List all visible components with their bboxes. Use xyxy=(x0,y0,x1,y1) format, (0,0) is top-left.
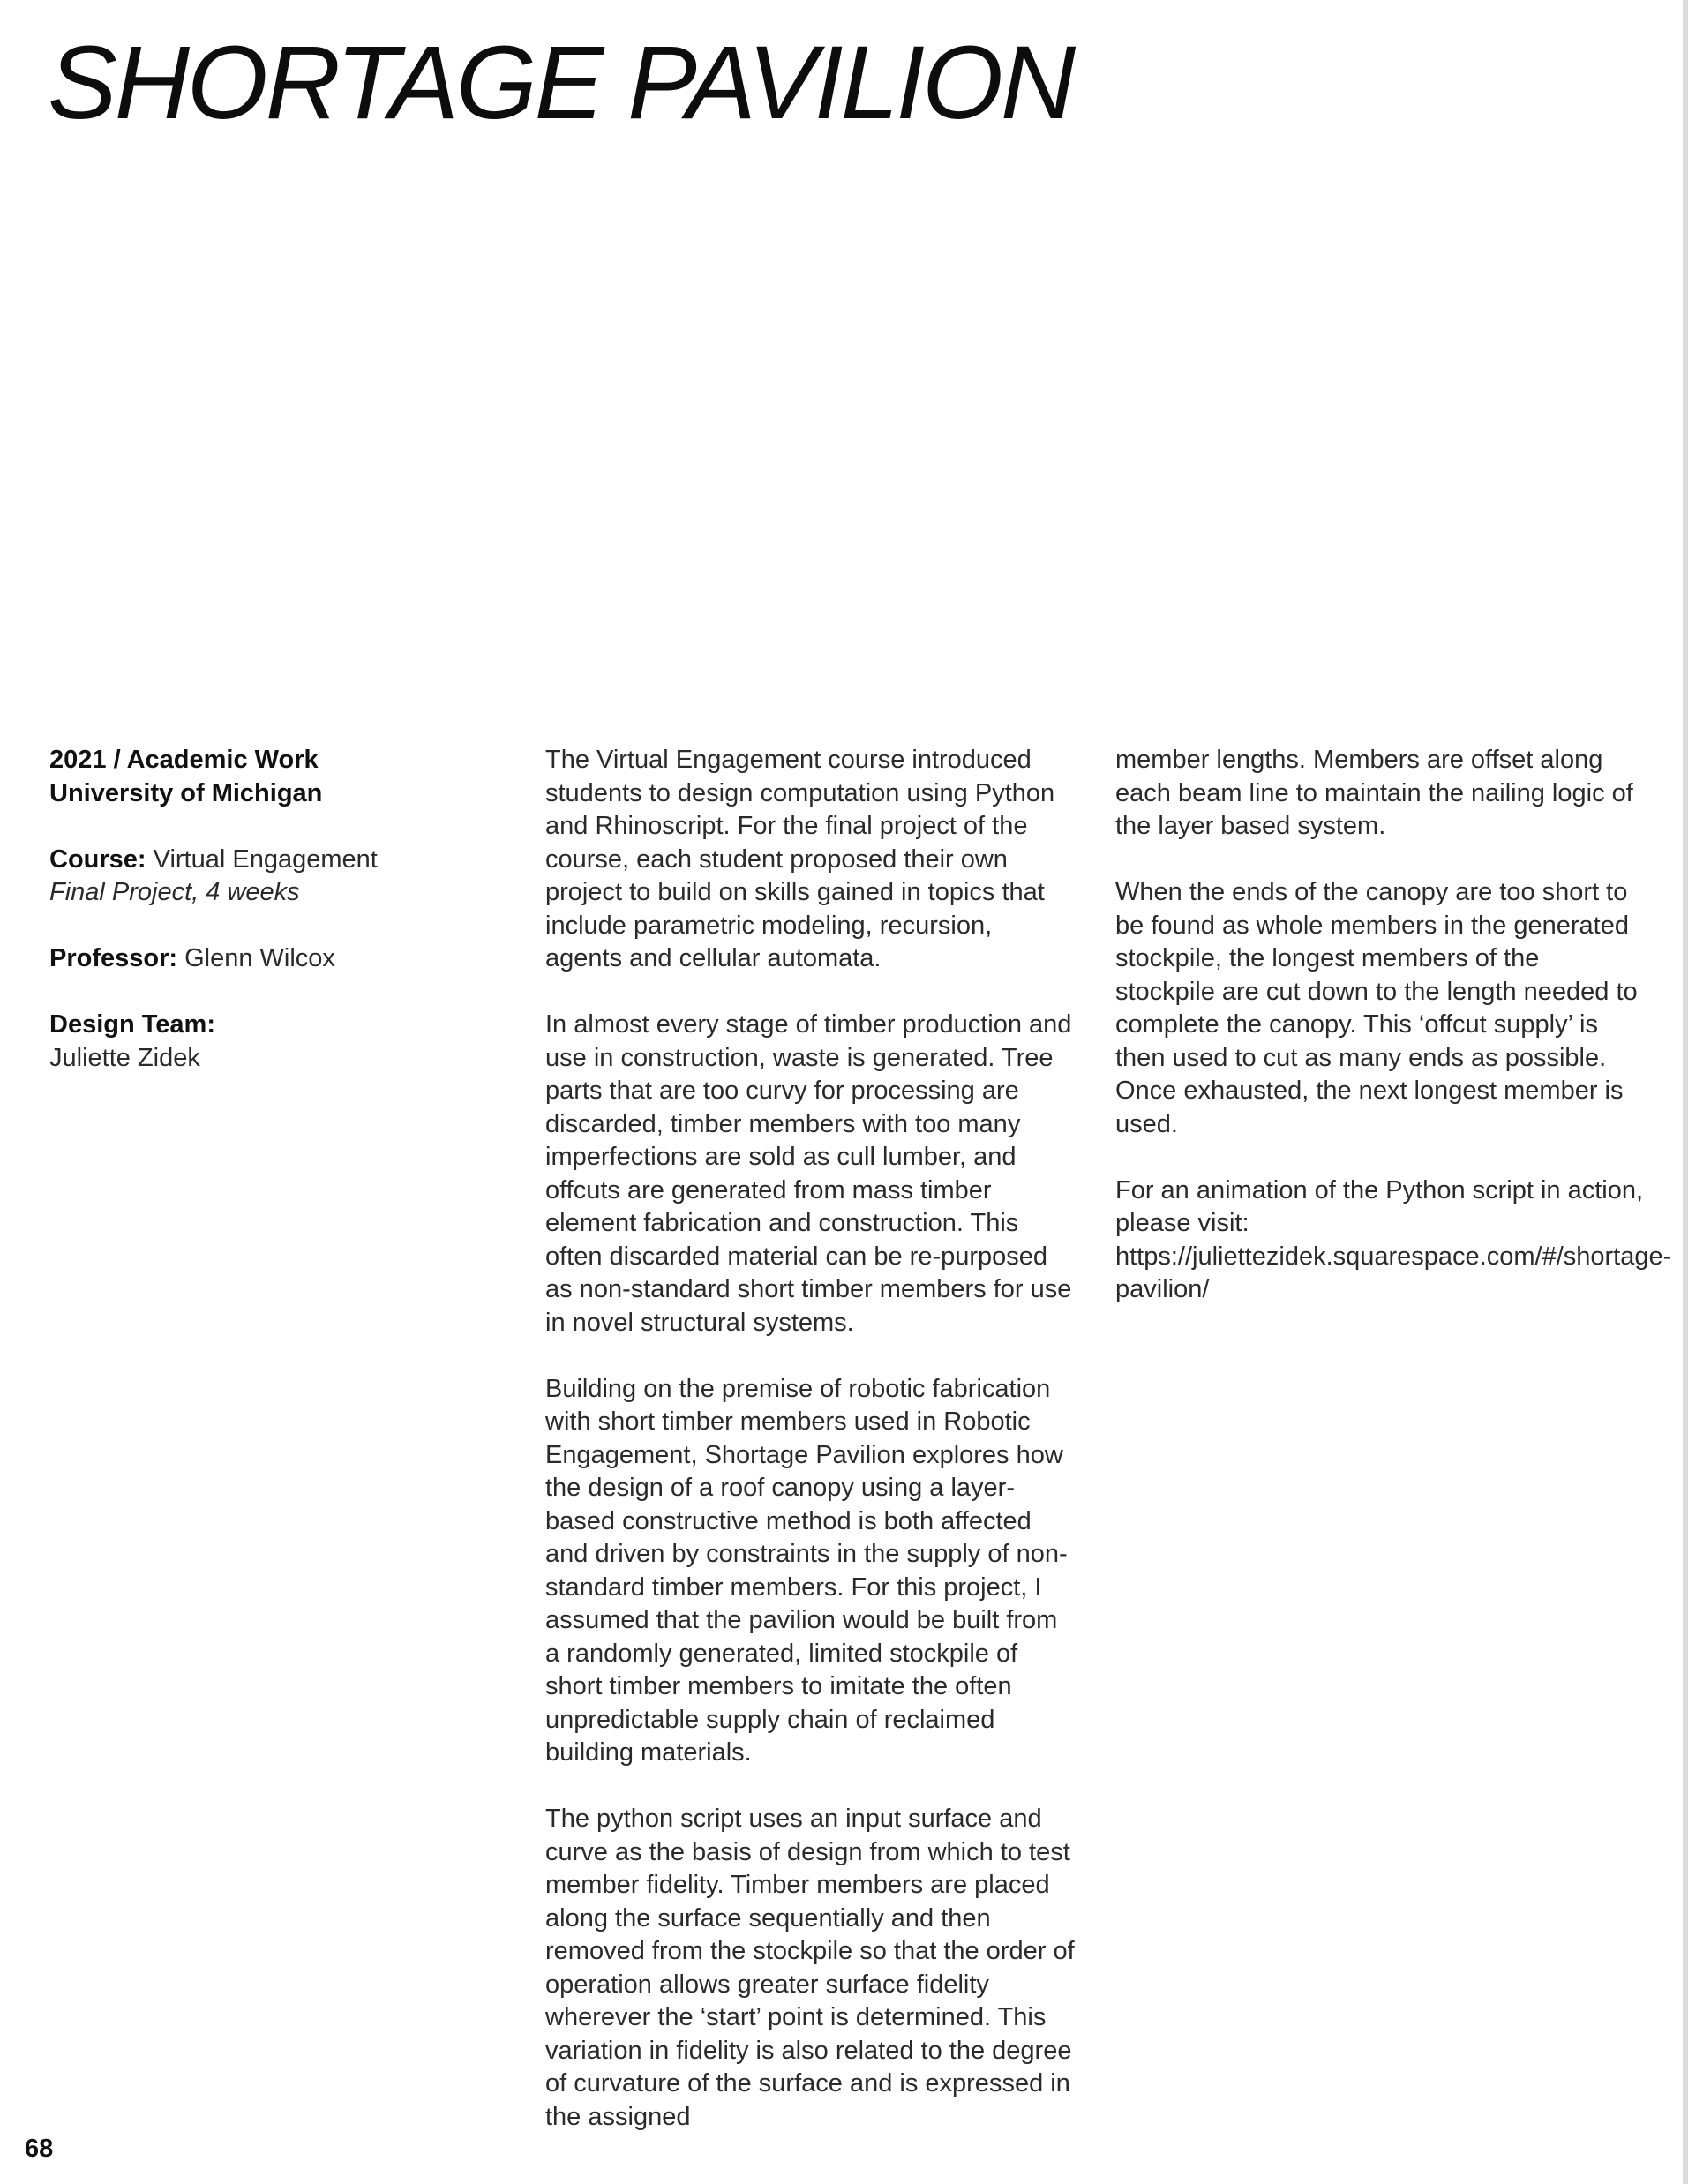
design-team-label: Design Team: xyxy=(49,1010,216,1039)
paragraph-python-script: The python script uses an input surface and curve as the basis of design from which to test member fidelity. Timber members are placed along the surface sequentially and then removed from the stockpile so that the order of operation allows greater surface fidelity wherever the ‘start’ point is determined. This variation in fidelity is also related to the degree of curvature of the surface and is expressed in the assigned xyxy=(545,1805,1075,2131)
design-team-block xyxy=(49,1009,508,1075)
paragraph-member-lengths: member lengths. Members are offset along each beam line to maintain the nailing logic of the layer based system. xyxy=(1115,746,1633,840)
school-name: University of Michigan xyxy=(49,778,323,807)
professor-block xyxy=(49,942,508,976)
course-detail: Final Project, 4 weeks xyxy=(49,878,300,906)
year-category: 2021 / Academic Work xyxy=(49,746,319,774)
course-block xyxy=(49,844,508,910)
course-line xyxy=(49,844,508,877)
body-text-column-1 xyxy=(545,744,1075,2167)
project-meta-column xyxy=(49,744,508,1108)
course-value: Virtual Engagement xyxy=(146,844,378,874)
course-label: Course: xyxy=(49,844,146,874)
paragraph-canopy-ends: When the ends of the canopy are too short to be found as whole members in the generated stockpile, the longest members of the stockpile are cut down to the length needed to complete the canopy. This ‘offcut supply’ is then used to cut as many ends as possible. Once exhausted, the next longest member is used. xyxy=(1115,878,1638,1138)
professor-label: Professor: xyxy=(49,944,178,972)
paragraph-course-intro: The Virtual Engagement course introduced students to design computation using Python and Rhinoscript. For the final project of the course, each student proposed their own project to build on skills gained in topics that include parametric modeling, recursion, agents and cellular automata. xyxy=(545,746,1055,972)
design-team-value: Juliette Zidek xyxy=(49,1043,200,1072)
body-text-column-2 xyxy=(1115,744,1672,1340)
paragraph-animation-link: For an animation of the Python script in action, please visit: https://juliettezidek.squarespace.com/#/shortage-pavilion/ xyxy=(1115,1175,1672,1303)
professor-value: Glenn Wilcox xyxy=(177,944,335,972)
page-title: SHORTAGE PAVILION xyxy=(48,25,1074,141)
professor-line xyxy=(49,942,508,976)
project-info-block xyxy=(49,744,508,810)
paragraph-project-premise: Building on the premise of robotic fabrication with short timber members used in Robotic Engagement, Shortage Pavilion explores how the design of a roof canopy using a layer-based constructive method is both affected and driven by constraints in the supply of non-standard timber members. For this project, I assumed that the pavilion would be built from a randomly generated, limited stockpile of short timber members to imitate the often unpredictable supply chain of reclaimed building materials. xyxy=(545,1374,1068,1767)
page-edge-divider xyxy=(1683,0,1688,2184)
page-number: 68 xyxy=(25,2135,54,2163)
paragraph-timber-waste: In almost every stage of timber production and use in construction, waste is generated. Tree parts that are too curvy for processing are discarded, timber members with too many imperfections are sold as cull lumber, and offcuts are generated from mass timber element fabrication and construction. This often discarded material can be re-purposed as non-standard short timber members for use in novel structural systems. xyxy=(545,1010,1072,1337)
